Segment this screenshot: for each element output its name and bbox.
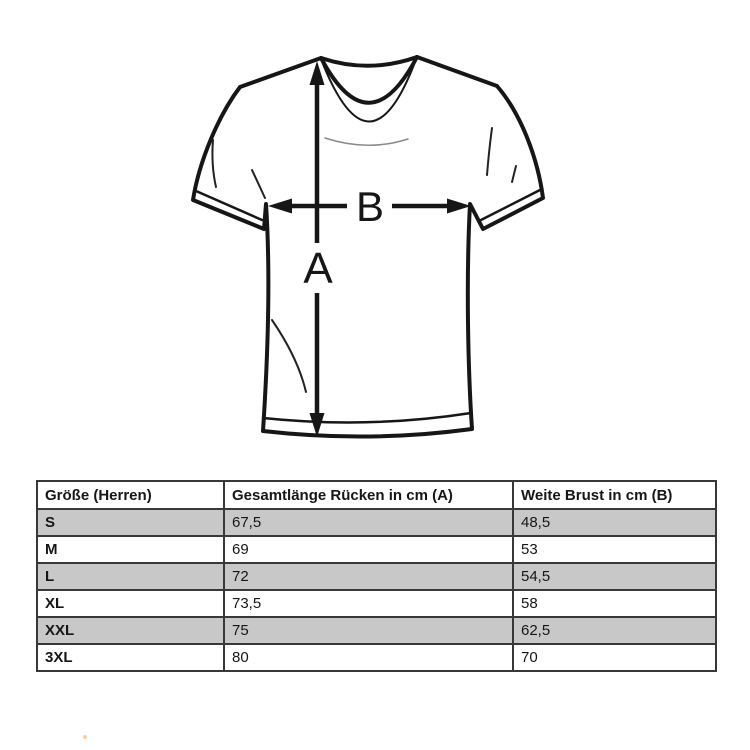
cell-size: L [37,563,224,590]
cell-chest: 54,5 [513,563,716,590]
table-row [37,509,716,536]
cell-size: XL [37,590,224,617]
table-row [37,617,716,644]
size-table-header-row [37,481,716,509]
header-chest: Weite Brust in cm (B) [513,481,716,509]
size-table-body [37,509,716,671]
size-table [36,480,717,672]
cell-size: XXL [37,617,224,644]
cell-chest: 58 [513,590,716,617]
cell-length: 72 [224,563,513,590]
cell-length: 75 [224,617,513,644]
tshirt-outline [193,57,543,437]
label-a: A [303,244,333,293]
table-row [37,563,716,590]
cell-chest: 48,5 [513,509,716,536]
label-b: B [355,183,385,230]
cell-size: M [37,536,224,563]
cell-chest: 53 [513,536,716,563]
cell-length: 69 [224,536,513,563]
cell-chest: 70 [513,644,716,671]
cell-chest: 62,5 [513,617,716,644]
header-length: Gesamtlänge Rücken in cm (A) [224,481,513,509]
header-size: Größe (Herren) [37,481,224,509]
tshirt-body-outline [193,57,543,437]
table-row [37,536,716,563]
cell-size: S [37,509,224,536]
cell-size: 3XL [37,644,224,671]
table-row [37,590,716,617]
table-row [37,644,716,671]
cell-length: 80 [224,644,513,671]
cell-length: 67,5 [224,509,513,536]
artifact-speck [83,735,87,739]
cell-length: 73,5 [224,590,513,617]
